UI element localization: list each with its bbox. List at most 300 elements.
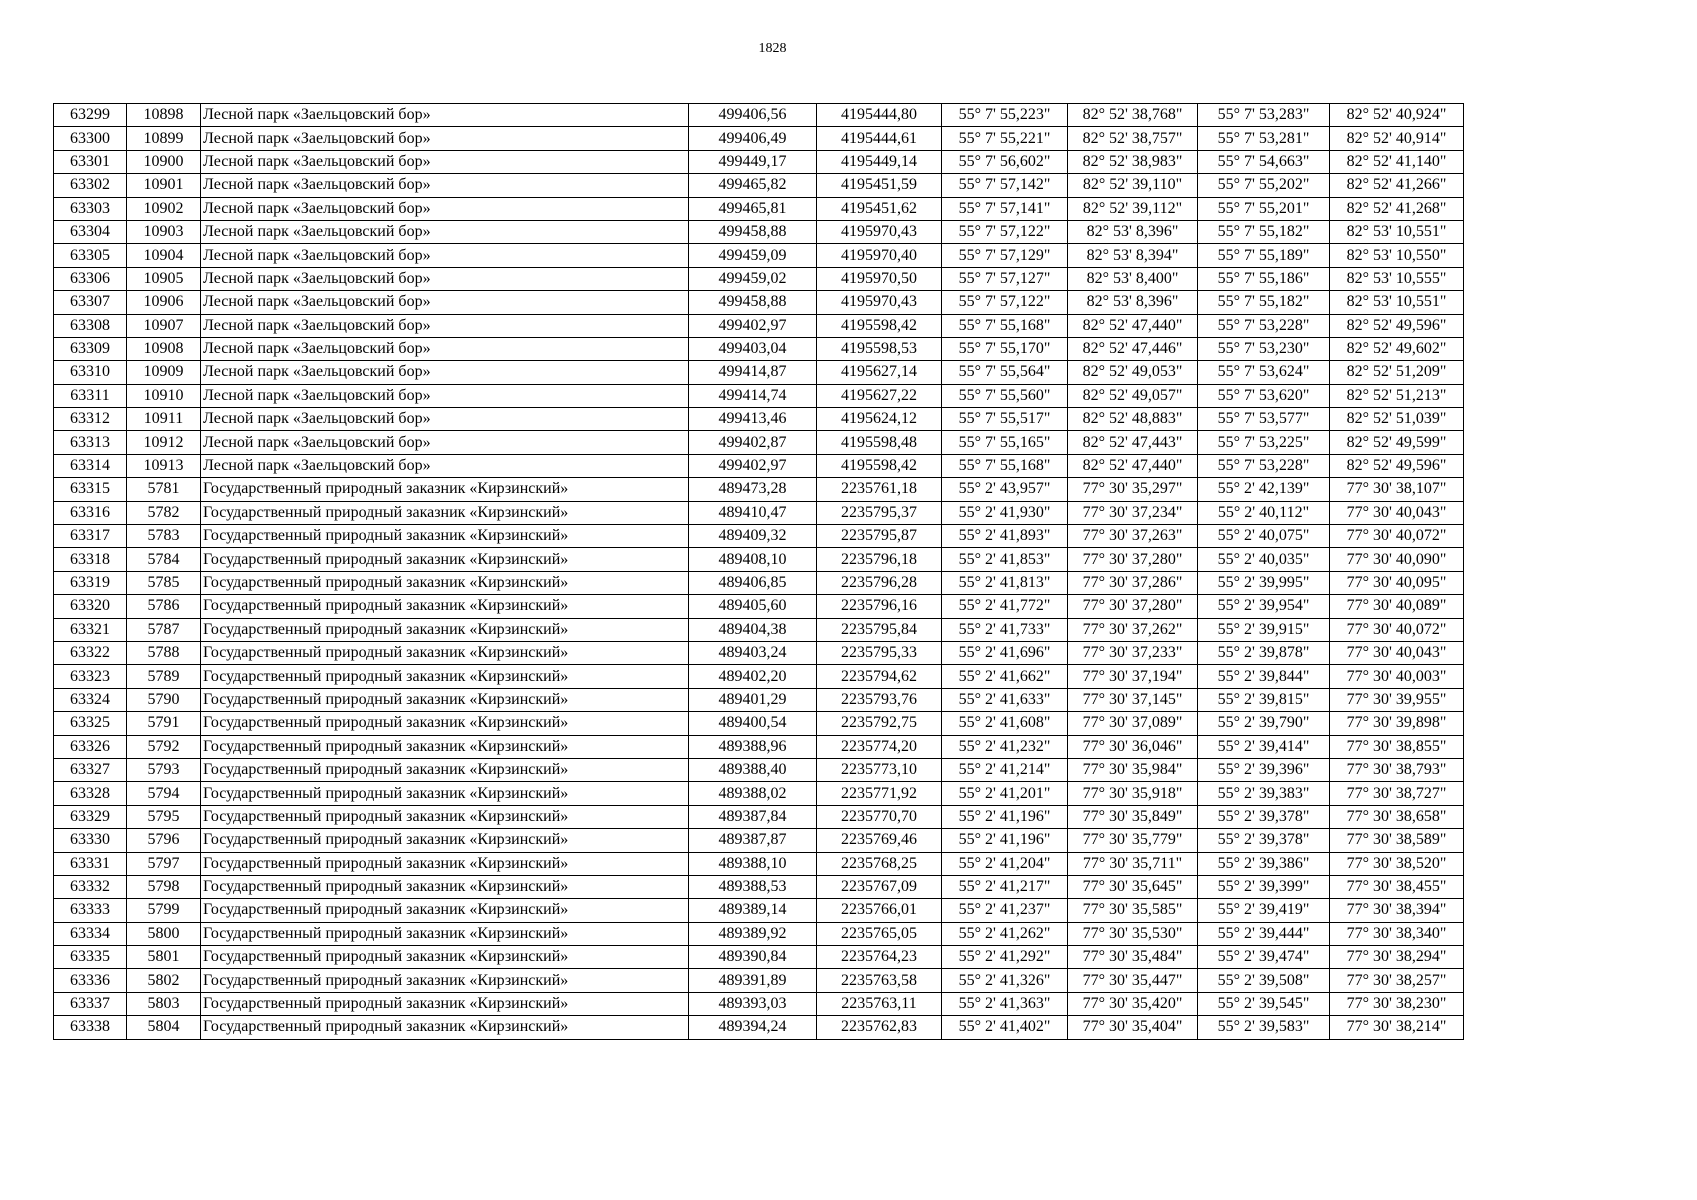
row-number-cell: 63322 <box>54 641 127 664</box>
longitude-2-cell: 82° 52' 51,209" <box>1330 361 1464 384</box>
y-coordinate-cell: 2235774,20 <box>817 735 942 758</box>
row-number-cell: 63333 <box>54 899 127 922</box>
longitude-cell: 77° 30' 35,984" <box>1068 758 1198 781</box>
latitude-cell: 55° 7' 57,122" <box>942 291 1068 314</box>
table-row <box>54 150 1464 173</box>
longitude-cell: 82° 53' 8,400" <box>1068 267 1198 290</box>
x-coordinate-cell: 499414,87 <box>689 361 817 384</box>
table-row <box>54 922 1464 945</box>
x-coordinate-cell: 499402,87 <box>689 431 817 454</box>
latitude-2-cell: 55° 2' 39,815" <box>1198 688 1330 711</box>
x-coordinate-cell: 489389,14 <box>689 899 817 922</box>
table-row <box>54 758 1464 781</box>
row-number-cell: 63328 <box>54 782 127 805</box>
row-number-cell: 63316 <box>54 501 127 524</box>
row-number-cell: 63320 <box>54 595 127 618</box>
latitude-2-cell: 55° 7' 55,201" <box>1198 197 1330 220</box>
latitude-cell: 55° 2' 41,217" <box>942 875 1068 898</box>
y-coordinate-cell: 2235795,87 <box>817 525 942 548</box>
point-number-cell: 5803 <box>127 992 201 1015</box>
latitude-2-cell: 55° 2' 39,396" <box>1198 758 1330 781</box>
y-coordinate-cell: 2235796,18 <box>817 548 942 571</box>
x-coordinate-cell: 489402,20 <box>689 665 817 688</box>
longitude-cell: 77° 30' 37,194" <box>1068 665 1198 688</box>
longitude-2-cell: 77° 30' 38,727" <box>1330 782 1464 805</box>
point-number-cell: 10903 <box>127 220 201 243</box>
x-coordinate-cell: 489406,85 <box>689 571 817 594</box>
row-number-cell: 63327 <box>54 758 127 781</box>
latitude-cell: 55° 7' 57,127" <box>942 267 1068 290</box>
row-number-cell: 63308 <box>54 314 127 337</box>
point-number-cell: 5797 <box>127 852 201 875</box>
latitude-2-cell: 55° 7' 53,620" <box>1198 384 1330 407</box>
point-number-cell: 5784 <box>127 548 201 571</box>
table-row <box>54 782 1464 805</box>
longitude-2-cell: 77° 30' 38,394" <box>1330 899 1464 922</box>
point-number-cell: 10899 <box>127 127 201 150</box>
object-name-cell: Лесной парк «Заельцовский бор» <box>201 174 689 197</box>
longitude-2-cell: 82° 52' 49,602" <box>1330 337 1464 360</box>
latitude-cell: 55° 7' 55,223" <box>942 104 1068 127</box>
latitude-2-cell: 55° 2' 40,112" <box>1198 501 1330 524</box>
longitude-cell: 82° 52' 47,440" <box>1068 454 1198 477</box>
x-coordinate-cell: 489388,02 <box>689 782 817 805</box>
x-coordinate-cell: 489388,96 <box>689 735 817 758</box>
y-coordinate-cell: 2235764,23 <box>817 946 942 969</box>
y-coordinate-cell: 4195970,50 <box>817 267 942 290</box>
latitude-cell: 55° 7' 55,564" <box>942 361 1068 384</box>
table-row <box>54 852 1464 875</box>
object-name-cell: Государственный природный заказник «Кирзинский» <box>201 992 689 1015</box>
y-coordinate-cell: 4195627,22 <box>817 384 942 407</box>
longitude-2-cell: 82° 52' 41,266" <box>1330 174 1464 197</box>
object-name-cell: Государственный природный заказник «Кирзинский» <box>201 1016 689 1039</box>
latitude-2-cell: 55° 2' 40,035" <box>1198 548 1330 571</box>
latitude-2-cell: 55° 2' 40,075" <box>1198 525 1330 548</box>
x-coordinate-cell: 499458,88 <box>689 291 817 314</box>
row-number-cell: 63317 <box>54 525 127 548</box>
table-row <box>54 267 1464 290</box>
longitude-cell: 82° 52' 47,446" <box>1068 337 1198 360</box>
point-number-cell: 5790 <box>127 688 201 711</box>
y-coordinate-cell: 4195451,59 <box>817 174 942 197</box>
latitude-2-cell: 55° 7' 53,225" <box>1198 431 1330 454</box>
y-coordinate-cell: 2235767,09 <box>817 875 942 898</box>
table-row <box>54 174 1464 197</box>
longitude-2-cell: 77° 30' 40,089" <box>1330 595 1464 618</box>
latitude-cell: 55° 7' 55,517" <box>942 408 1068 431</box>
table-row <box>54 361 1464 384</box>
row-number-cell: 63329 <box>54 805 127 828</box>
longitude-2-cell: 77° 30' 40,090" <box>1330 548 1464 571</box>
longitude-2-cell: 77° 30' 40,003" <box>1330 665 1464 688</box>
x-coordinate-cell: 489394,24 <box>689 1016 817 1039</box>
table-row <box>54 899 1464 922</box>
y-coordinate-cell: 2235796,28 <box>817 571 942 594</box>
longitude-cell: 77° 30' 35,585" <box>1068 899 1198 922</box>
row-number-cell: 63330 <box>54 829 127 852</box>
x-coordinate-cell: 489393,03 <box>689 992 817 1015</box>
latitude-2-cell: 55° 2' 39,474" <box>1198 946 1330 969</box>
object-name-cell: Государственный природный заказник «Кирзинский» <box>201 782 689 805</box>
latitude-cell: 55° 2' 41,696" <box>942 641 1068 664</box>
latitude-cell: 55° 2' 41,204" <box>942 852 1068 875</box>
table-row <box>54 969 1464 992</box>
object-name-cell: Лесной парк «Заельцовский бор» <box>201 314 689 337</box>
longitude-2-cell: 77° 30' 40,095" <box>1330 571 1464 594</box>
table-row <box>54 665 1464 688</box>
longitude-cell: 82° 53' 8,394" <box>1068 244 1198 267</box>
longitude-cell: 77° 30' 35,404" <box>1068 1016 1198 1039</box>
point-number-cell: 5796 <box>127 829 201 852</box>
longitude-cell: 82° 53' 8,396" <box>1068 291 1198 314</box>
table-row <box>54 431 1464 454</box>
latitude-cell: 55° 2' 41,633" <box>942 688 1068 711</box>
row-number-cell: 63315 <box>54 478 127 501</box>
latitude-cell: 55° 2' 41,853" <box>942 548 1068 571</box>
point-number-cell: 5794 <box>127 782 201 805</box>
longitude-2-cell: 82° 52' 41,140" <box>1330 150 1464 173</box>
y-coordinate-cell: 2235766,01 <box>817 899 942 922</box>
x-coordinate-cell: 489405,60 <box>689 595 817 618</box>
latitude-cell: 55° 7' 57,142" <box>942 174 1068 197</box>
object-name-cell: Лесной парк «Заельцовский бор» <box>201 408 689 431</box>
row-number-cell: 63306 <box>54 267 127 290</box>
longitude-2-cell: 77° 30' 38,214" <box>1330 1016 1464 1039</box>
table-row <box>54 595 1464 618</box>
table-row <box>54 337 1464 360</box>
longitude-cell: 77° 30' 35,918" <box>1068 782 1198 805</box>
latitude-2-cell: 55° 2' 39,378" <box>1198 829 1330 852</box>
longitude-cell: 77° 30' 37,233" <box>1068 641 1198 664</box>
object-name-cell: Лесной парк «Заельцовский бор» <box>201 454 689 477</box>
latitude-cell: 55° 2' 41,930" <box>942 501 1068 524</box>
object-name-cell: Государственный природный заказник «Кирзинский» <box>201 571 689 594</box>
longitude-2-cell: 82° 52' 40,924" <box>1330 104 1464 127</box>
longitude-2-cell: 82° 53' 10,551" <box>1330 220 1464 243</box>
row-number-cell: 63309 <box>54 337 127 360</box>
object-name-cell: Государственный природный заказник «Кирзинский» <box>201 852 689 875</box>
row-number-cell: 63319 <box>54 571 127 594</box>
y-coordinate-cell: 2235761,18 <box>817 478 942 501</box>
y-coordinate-cell: 4195598,42 <box>817 454 942 477</box>
x-coordinate-cell: 489391,89 <box>689 969 817 992</box>
latitude-cell: 55° 2' 41,893" <box>942 525 1068 548</box>
y-coordinate-cell: 2235795,37 <box>817 501 942 524</box>
x-coordinate-cell: 489388,53 <box>689 875 817 898</box>
object-name-cell: Государственный природный заказник «Кирзинский» <box>201 501 689 524</box>
longitude-cell: 82° 52' 48,883" <box>1068 408 1198 431</box>
x-coordinate-cell: 489388,10 <box>689 852 817 875</box>
object-name-cell: Государственный природный заказник «Кирзинский» <box>201 899 689 922</box>
latitude-cell: 55° 7' 55,170" <box>942 337 1068 360</box>
latitude-2-cell: 55° 7' 53,624" <box>1198 361 1330 384</box>
row-number-cell: 63318 <box>54 548 127 571</box>
x-coordinate-cell: 489387,84 <box>689 805 817 828</box>
row-number-cell: 63305 <box>54 244 127 267</box>
object-name-cell: Государственный природный заказник «Кирзинский» <box>201 829 689 852</box>
latitude-cell: 55° 7' 55,168" <box>942 454 1068 477</box>
y-coordinate-cell: 4195444,61 <box>817 127 942 150</box>
object-name-cell: Государственный природный заказник «Кирзинский» <box>201 595 689 618</box>
point-number-cell: 10911 <box>127 408 201 431</box>
longitude-cell: 77° 30' 35,530" <box>1068 922 1198 945</box>
table-row <box>54 712 1464 735</box>
longitude-cell: 77° 30' 37,089" <box>1068 712 1198 735</box>
row-number-cell: 63304 <box>54 220 127 243</box>
latitude-2-cell: 55° 2' 39,583" <box>1198 1016 1330 1039</box>
x-coordinate-cell: 499406,56 <box>689 104 817 127</box>
x-coordinate-cell: 499414,74 <box>689 384 817 407</box>
table-row <box>54 314 1464 337</box>
longitude-2-cell: 77° 30' 38,107" <box>1330 478 1464 501</box>
longitude-cell: 77° 30' 37,262" <box>1068 618 1198 641</box>
coordinates-table <box>53 103 1464 1040</box>
y-coordinate-cell: 2235769,46 <box>817 829 942 852</box>
longitude-cell: 77° 30' 35,645" <box>1068 875 1198 898</box>
point-number-cell: 5800 <box>127 922 201 945</box>
longitude-2-cell: 77° 30' 38,257" <box>1330 969 1464 992</box>
point-number-cell: 10898 <box>127 104 201 127</box>
y-coordinate-cell: 4195598,42 <box>817 314 942 337</box>
object-name-cell: Государственный природный заказник «Кирзинский» <box>201 875 689 898</box>
object-name-cell: Государственный природный заказник «Кирзинский» <box>201 525 689 548</box>
x-coordinate-cell: 499458,88 <box>689 220 817 243</box>
latitude-2-cell: 55° 2' 39,790" <box>1198 712 1330 735</box>
longitude-2-cell: 77° 30' 40,043" <box>1330 641 1464 664</box>
longitude-2-cell: 77° 30' 38,855" <box>1330 735 1464 758</box>
point-number-cell: 10902 <box>127 197 201 220</box>
latitude-cell: 55° 7' 55,221" <box>942 127 1068 150</box>
latitude-2-cell: 55° 2' 39,399" <box>1198 875 1330 898</box>
x-coordinate-cell: 489387,87 <box>689 829 817 852</box>
y-coordinate-cell: 2235796,16 <box>817 595 942 618</box>
latitude-cell: 55° 2' 41,402" <box>942 1016 1068 1039</box>
table-row <box>54 618 1464 641</box>
latitude-cell: 55° 7' 55,168" <box>942 314 1068 337</box>
table-row <box>54 197 1464 220</box>
longitude-2-cell: 82° 52' 49,599" <box>1330 431 1464 454</box>
latitude-2-cell: 55° 2' 39,508" <box>1198 969 1330 992</box>
row-number-cell: 63314 <box>54 454 127 477</box>
x-coordinate-cell: 489403,24 <box>689 641 817 664</box>
point-number-cell: 5791 <box>127 712 201 735</box>
table-row <box>54 688 1464 711</box>
x-coordinate-cell: 499413,46 <box>689 408 817 431</box>
longitude-2-cell: 77° 30' 38,230" <box>1330 992 1464 1015</box>
object-name-cell: Государственный природный заказник «Кирзинский» <box>201 641 689 664</box>
latitude-2-cell: 55° 7' 53,577" <box>1198 408 1330 431</box>
longitude-cell: 82° 53' 8,396" <box>1068 220 1198 243</box>
latitude-cell: 55° 7' 55,165" <box>942 431 1068 454</box>
y-coordinate-cell: 2235771,92 <box>817 782 942 805</box>
object-name-cell: Государственный природный заказник «Кирзинский» <box>201 946 689 969</box>
x-coordinate-cell: 499459,02 <box>689 267 817 290</box>
row-number-cell: 63299 <box>54 104 127 127</box>
table-row <box>54 946 1464 969</box>
latitude-cell: 55° 2' 41,608" <box>942 712 1068 735</box>
latitude-cell: 55° 7' 55,560" <box>942 384 1068 407</box>
longitude-cell: 82° 52' 38,768" <box>1068 104 1198 127</box>
object-name-cell: Лесной парк «Заельцовский бор» <box>201 431 689 454</box>
latitude-2-cell: 55° 7' 53,228" <box>1198 314 1330 337</box>
row-number-cell: 63337 <box>54 992 127 1015</box>
object-name-cell: Государственный природный заказник «Кирзинский» <box>201 688 689 711</box>
y-coordinate-cell: 4195444,80 <box>817 104 942 127</box>
latitude-cell: 55° 7' 57,129" <box>942 244 1068 267</box>
x-coordinate-cell: 489404,38 <box>689 618 817 641</box>
point-number-cell: 5781 <box>127 478 201 501</box>
y-coordinate-cell: 2235773,10 <box>817 758 942 781</box>
point-number-cell: 5798 <box>127 875 201 898</box>
table-body <box>54 104 1464 1040</box>
latitude-cell: 55° 2' 41,292" <box>942 946 1068 969</box>
table-row <box>54 525 1464 548</box>
longitude-2-cell: 77° 30' 39,898" <box>1330 712 1464 735</box>
latitude-2-cell: 55° 2' 42,139" <box>1198 478 1330 501</box>
longitude-2-cell: 82° 53' 10,555" <box>1330 267 1464 290</box>
y-coordinate-cell: 2235795,33 <box>817 641 942 664</box>
latitude-2-cell: 55° 2' 39,844" <box>1198 665 1330 688</box>
longitude-cell: 82° 52' 38,757" <box>1068 127 1198 150</box>
latitude-2-cell: 55° 7' 55,186" <box>1198 267 1330 290</box>
x-coordinate-cell: 499465,81 <box>689 197 817 220</box>
latitude-cell: 55° 2' 41,214" <box>942 758 1068 781</box>
object-name-cell: Государственный природный заказник «Кирзинский» <box>201 618 689 641</box>
x-coordinate-cell: 499402,97 <box>689 314 817 337</box>
longitude-2-cell: 77° 30' 38,294" <box>1330 946 1464 969</box>
table-row <box>54 548 1464 571</box>
longitude-cell: 77° 30' 37,286" <box>1068 571 1198 594</box>
point-number-cell: 10908 <box>127 337 201 360</box>
longitude-2-cell: 77° 30' 39,955" <box>1330 688 1464 711</box>
latitude-2-cell: 55° 2' 39,545" <box>1198 992 1330 1015</box>
point-number-cell: 10900 <box>127 150 201 173</box>
row-number-cell: 63323 <box>54 665 127 688</box>
row-number-cell: 63311 <box>54 384 127 407</box>
latitude-cell: 55° 7' 57,141" <box>942 197 1068 220</box>
x-coordinate-cell: 499465,82 <box>689 174 817 197</box>
object-name-cell: Лесной парк «Заельцовский бор» <box>201 104 689 127</box>
x-coordinate-cell: 489409,32 <box>689 525 817 548</box>
latitude-cell: 55° 2' 41,201" <box>942 782 1068 805</box>
latitude-cell: 55° 7' 57,122" <box>942 220 1068 243</box>
point-number-cell: 5783 <box>127 525 201 548</box>
object-name-cell: Государственный природный заказник «Кирзинский» <box>201 735 689 758</box>
longitude-2-cell: 77° 30' 40,072" <box>1330 618 1464 641</box>
table-row <box>54 291 1464 314</box>
point-number-cell: 10910 <box>127 384 201 407</box>
y-coordinate-cell: 4195598,53 <box>817 337 942 360</box>
point-number-cell: 10905 <box>127 267 201 290</box>
longitude-cell: 77° 30' 35,484" <box>1068 946 1198 969</box>
longitude-2-cell: 82° 52' 40,914" <box>1330 127 1464 150</box>
latitude-cell: 55° 2' 41,772" <box>942 595 1068 618</box>
longitude-cell: 77° 30' 35,779" <box>1068 829 1198 852</box>
row-number-cell: 63303 <box>54 197 127 220</box>
longitude-cell: 77° 30' 37,280" <box>1068 548 1198 571</box>
y-coordinate-cell: 2235792,75 <box>817 712 942 735</box>
x-coordinate-cell: 499449,17 <box>689 150 817 173</box>
point-number-cell: 5802 <box>127 969 201 992</box>
longitude-2-cell: 82° 52' 41,268" <box>1330 197 1464 220</box>
longitude-cell: 77° 30' 36,046" <box>1068 735 1198 758</box>
object-name-cell: Лесной парк «Заельцовский бор» <box>201 197 689 220</box>
latitude-2-cell: 55° 7' 53,228" <box>1198 454 1330 477</box>
row-number-cell: 63338 <box>54 1016 127 1039</box>
table-row <box>54 805 1464 828</box>
longitude-2-cell: 82° 52' 51,039" <box>1330 408 1464 431</box>
object-name-cell: Государственный природный заказник «Кирзинский» <box>201 922 689 945</box>
row-number-cell: 63325 <box>54 712 127 735</box>
point-number-cell: 5789 <box>127 665 201 688</box>
latitude-cell: 55° 7' 56,602" <box>942 150 1068 173</box>
table-row <box>54 478 1464 501</box>
table-row <box>54 220 1464 243</box>
table-row <box>54 408 1464 431</box>
table-row <box>54 1016 1464 1039</box>
row-number-cell: 63321 <box>54 618 127 641</box>
x-coordinate-cell: 499406,49 <box>689 127 817 150</box>
longitude-cell: 82° 52' 47,440" <box>1068 314 1198 337</box>
latitude-cell: 55° 2' 41,237" <box>942 899 1068 922</box>
latitude-2-cell: 55° 7' 54,663" <box>1198 150 1330 173</box>
point-number-cell: 10909 <box>127 361 201 384</box>
row-number-cell: 63331 <box>54 852 127 875</box>
y-coordinate-cell: 4195449,14 <box>817 150 942 173</box>
row-number-cell: 63335 <box>54 946 127 969</box>
latitude-cell: 55° 2' 41,262" <box>942 922 1068 945</box>
latitude-2-cell: 55° 2' 39,378" <box>1198 805 1330 828</box>
latitude-cell: 55° 2' 43,957" <box>942 478 1068 501</box>
row-number-cell: 63312 <box>54 408 127 431</box>
latitude-2-cell: 55° 2' 39,383" <box>1198 782 1330 805</box>
object-name-cell: Лесной парк «Заельцовский бор» <box>201 291 689 314</box>
table-row <box>54 735 1464 758</box>
latitude-2-cell: 55° 2' 39,414" <box>1198 735 1330 758</box>
latitude-2-cell: 55° 2' 39,419" <box>1198 899 1330 922</box>
y-coordinate-cell: 2235763,58 <box>817 969 942 992</box>
x-coordinate-cell: 489401,29 <box>689 688 817 711</box>
longitude-cell: 77° 30' 35,711" <box>1068 852 1198 875</box>
row-number-cell: 63326 <box>54 735 127 758</box>
point-number-cell: 10901 <box>127 174 201 197</box>
row-number-cell: 63302 <box>54 174 127 197</box>
table-row <box>54 992 1464 1015</box>
latitude-2-cell: 55° 7' 55,182" <box>1198 291 1330 314</box>
x-coordinate-cell: 499402,97 <box>689 454 817 477</box>
object-name-cell: Государственный природный заказник «Кирзинский» <box>201 548 689 571</box>
longitude-cell: 82° 52' 49,057" <box>1068 384 1198 407</box>
latitude-cell: 55° 2' 41,232" <box>942 735 1068 758</box>
longitude-cell: 82° 52' 39,112" <box>1068 197 1198 220</box>
object-name-cell: Лесной парк «Заельцовский бор» <box>201 361 689 384</box>
row-number-cell: 63310 <box>54 361 127 384</box>
latitude-2-cell: 55° 2' 39,915" <box>1198 618 1330 641</box>
y-coordinate-cell: 2235762,83 <box>817 1016 942 1039</box>
longitude-2-cell: 77° 30' 38,793" <box>1330 758 1464 781</box>
point-number-cell: 5804 <box>127 1016 201 1039</box>
row-number-cell: 63324 <box>54 688 127 711</box>
object-name-cell: Лесной парк «Заельцовский бор» <box>201 150 689 173</box>
longitude-cell: 77° 30' 35,447" <box>1068 969 1198 992</box>
longitude-2-cell: 77° 30' 38,340" <box>1330 922 1464 945</box>
point-number-cell: 10906 <box>127 291 201 314</box>
x-coordinate-cell: 489408,10 <box>689 548 817 571</box>
point-number-cell: 10904 <box>127 244 201 267</box>
object-name-cell: Государственный природный заказник «Кирзинский» <box>201 665 689 688</box>
page-number: 1828 <box>758 41 787 56</box>
